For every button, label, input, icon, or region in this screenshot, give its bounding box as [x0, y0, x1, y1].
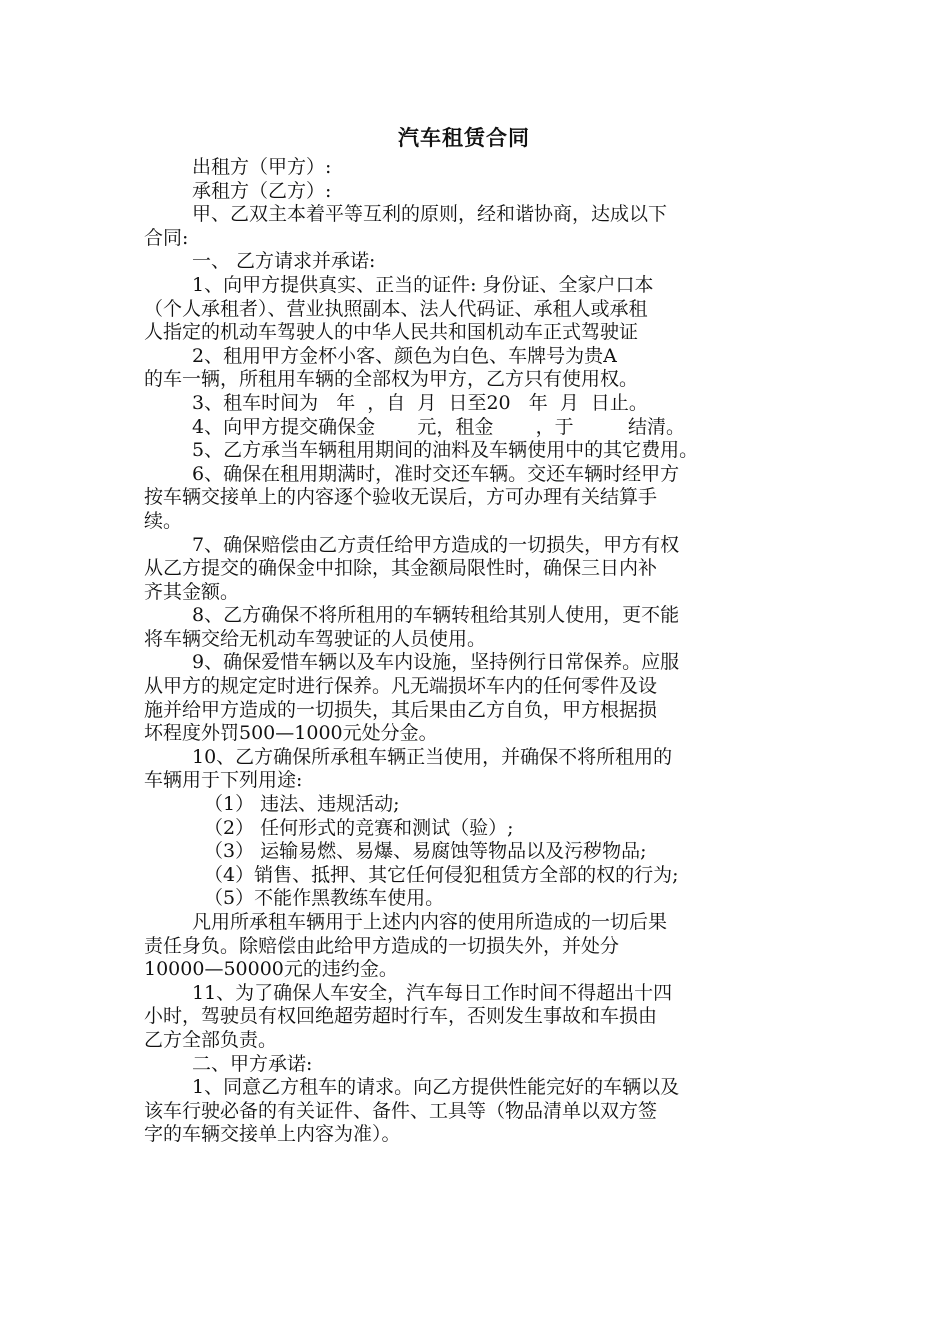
clause-line: 凡用所承租车辆用于上述内内容的使用所造成的一切后果 [192, 911, 668, 933]
clause-line: 字的车辆交接单上内容为准）。 [144, 1123, 401, 1146]
clause-10 [144, 746, 824, 793]
clause-7 [144, 534, 824, 605]
clause-line: 9、确保爱惜车辆以及车内设施，坚持例行日常保养。应服 [192, 651, 680, 674]
clause-line: 从甲方的规定定时进行保养。凡无端损坏车内的任何零件及设 [144, 675, 658, 698]
clause-line: 施并给甲方造成的一切损失，其后果由乙方自负，甲方根据损 [144, 698, 658, 721]
clause-line: 将车辆交给无机动车驾驶证的人员使用。 [144, 627, 487, 650]
clause-line: （个人承租者）、营业执照副本、法人代码证、承租人或承租 [144, 297, 648, 320]
clause-8 [144, 604, 824, 651]
clause-line: 7、确保赔偿由乙方责任给甲方造成的一切损失，甲方有权 [192, 533, 680, 556]
clause-4: 4、向甲方提交确保金 元，租金 ，于 结清。 [192, 415, 685, 438]
clause-2 [144, 345, 824, 392]
section-heading: 二、甲方承诺: [192, 1052, 313, 1075]
clause-line: 该车行驶必备的有关证件、备件、工具等（物品清单以双方签 [144, 1099, 658, 1122]
clause-1 [144, 274, 824, 345]
lessor-clause-1 [144, 1076, 824, 1147]
lessee-line: 承租方（乙方）: [192, 179, 332, 202]
clause-line: 1、向甲方提供真实、正当的证件: 身份证、全家户口本 [192, 273, 654, 296]
clause-line: 人指定的机动车驾驶人的中华人民共和国机动车正式驾驶证 [144, 321, 639, 344]
clause-line: 续。 [144, 509, 183, 532]
list-item: （3） 运输易燃、易爆、易腐蚀等物品以及污秽物品; [204, 840, 647, 863]
intro-paragraph [144, 203, 824, 250]
clause-line: 10000—50000元的违约金。 [144, 958, 398, 981]
clause-line: 责任身负。除赔偿由此给甲方造成的一切损失外，并处分 [144, 934, 620, 957]
clause-line: 小时，驾驶员有权回绝超劳超时行车，否则发生事故和车损由 [144, 1005, 658, 1028]
clause-line: 8、乙方确保不将所租用的车辆转租给其别人使用，更不能 [192, 604, 680, 627]
intro-line: 合同: [144, 226, 189, 249]
clause-line: 齐其金额。 [144, 580, 240, 603]
clause-11 [144, 982, 824, 1053]
clause-5: 5、乙方承当车辆租用期间的油料及车辆使用中的其它费用。 [192, 439, 699, 462]
section-heading: 一、 乙方请求并承诺: [192, 250, 376, 273]
clause-line: 10、乙方确保所承租车辆正当使用，并确保不将所租用的 [192, 745, 673, 768]
contract-page [144, 123, 824, 1147]
clause-line: 车辆用于下列用途: [144, 769, 303, 792]
clause-line: 1、同意乙方租车的请求。向乙方提供性能完好的车辆以及 [192, 1076, 680, 1099]
clause-6 [144, 463, 824, 534]
lessor-line: 出租方（甲方）: [192, 156, 332, 178]
clause-line: 按车辆交接单上的内容逐个验收无误后，方可办理有关结算手 [144, 486, 658, 509]
clause-9 [144, 651, 824, 745]
clause-line: 6、确保在租用期满时，准时交还车辆。交还车辆时经甲方 [192, 462, 680, 485]
clause-line: 11、为了确保人车安全，汽车每日工作时间不得超出十四 [192, 981, 673, 1004]
prohibited-uses-list [144, 793, 824, 911]
list-item: （2） 任何形式的竞赛和测试（验）; [204, 816, 514, 839]
clause-line: 的车一辆，所租用车辆的全部权为甲方，乙方只有使用权。 [144, 368, 639, 391]
clause-line: 乙方全部负责。 [144, 1028, 278, 1051]
document-title: 汽车租赁合同 [398, 125, 530, 150]
list-item: （1） 违法、违规活动; [204, 793, 400, 816]
list-item: （4）销售、抵押、其它任何侵犯租赁方全部的权的行为; [204, 863, 679, 886]
clause-line: 坏程度外罚500—1000元处分金。 [144, 722, 438, 745]
clause-line: 2、租用甲方金杯小客、颜色为白色、车牌号为贵A [192, 344, 617, 367]
clause-3: 3、租车时间为 年 ，自 月 日至20 年 月 日止。 [192, 391, 648, 414]
penalty-paragraph [144, 911, 824, 982]
clause-line: 从乙方提交的确保金中扣除，其金额局限性时，确保三日内补 [144, 557, 658, 580]
intro-line: 甲、乙双主本着平等互利的原则，经和谐协商，达成以下 [192, 203, 668, 226]
list-item: （5）不能作黑教练车使用。 [204, 887, 445, 910]
